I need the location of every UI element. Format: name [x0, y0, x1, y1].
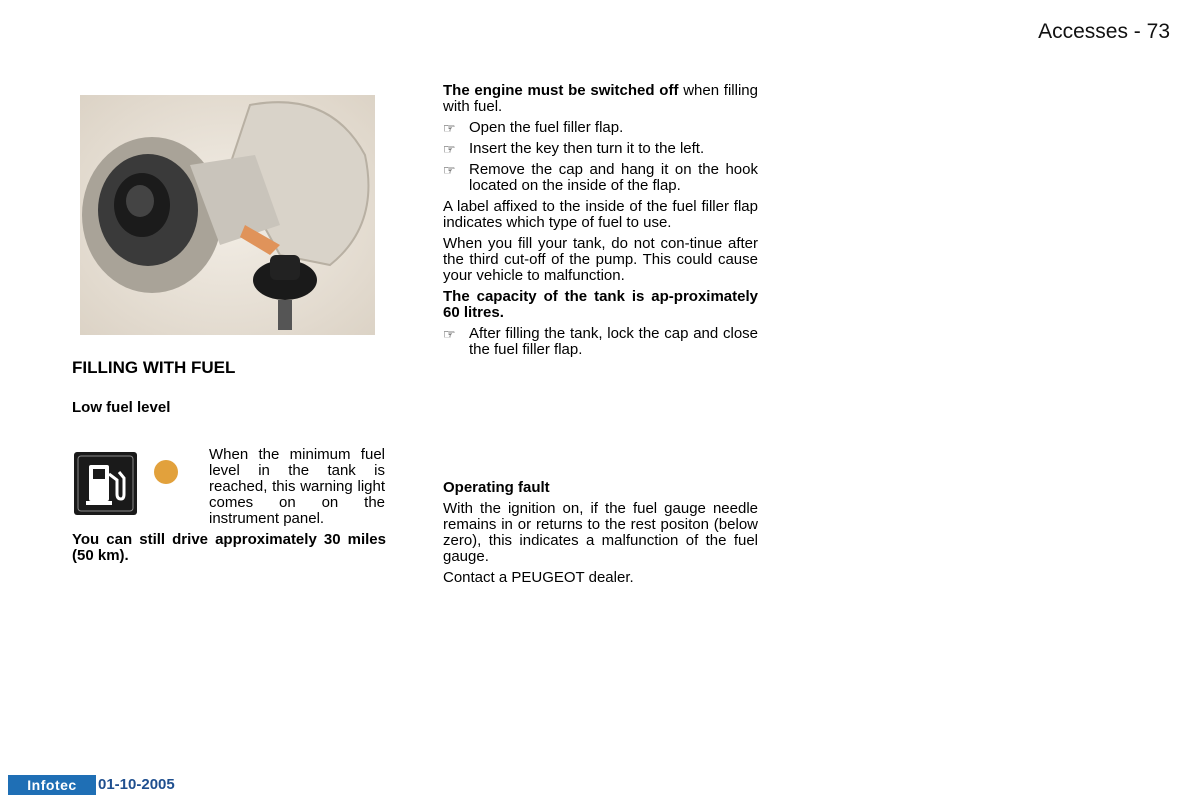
fuel-pump-icon [74, 452, 137, 515]
step-item: ☞ Open the fuel filler flap. [443, 119, 624, 136]
still-drive-note: You can still drive approximately 30 miles (50 km). [72, 531, 386, 564]
step-item: ☞ Insert the key then turn it to the left. [443, 140, 705, 157]
footer-date: 01-10-2005 [98, 776, 175, 793]
operating-fault-text: With the ignition on, if the fuel gauge needle remains in or returns to the rest positon (below zero), this indicates a malfunction of the fuel gauge. [443, 500, 758, 565]
infotec-logo: Infotec [8, 775, 96, 795]
engine-off-note: The engine must be switched off when filling with fuel. [443, 82, 758, 115]
operating-fault-section [443, 480, 758, 591]
step-item: ☞ Remove the cap and hang it on the hook located on the inside of the flap. [443, 161, 758, 194]
step-item: ☞ After filling the tank, lock the cap and close the fuel filler flap. [443, 325, 758, 358]
section-title: FILLING WITH FUEL [72, 358, 236, 377]
contact-dealer: Contact a PEUGEOT dealer. [443, 569, 634, 586]
pointing-hand-icon: ☞ [443, 120, 456, 136]
sub-title: Low fuel level [72, 399, 171, 416]
page-header: Accesses - 73 [1038, 20, 1170, 43]
pointing-hand-icon: ☞ [443, 141, 456, 157]
pointing-hand-icon: ☞ [443, 162, 456, 178]
warning-text: When the minimum fuel level in the tank is reached, this warning light comes on on the instrument panel. [209, 446, 385, 527]
filling-instructions [443, 83, 758, 363]
fill-note: When you fill your tank, do not con-tinue after the third cut-off of the pump. This could cause your vehicle to malfunction. [443, 235, 758, 284]
pointing-hand-icon: ☞ [443, 326, 456, 342]
capacity-note: The capacity of the tank is ap-proximately 60 litres. [443, 288, 758, 321]
operating-fault-title: Operating fault [443, 479, 550, 496]
fuel-cap-photo [80, 95, 375, 335]
label-note: A label affixed to the inside of the fuel filler flap indicates which type of fuel to use. [443, 198, 758, 231]
warning-lamp-icon [154, 460, 178, 484]
